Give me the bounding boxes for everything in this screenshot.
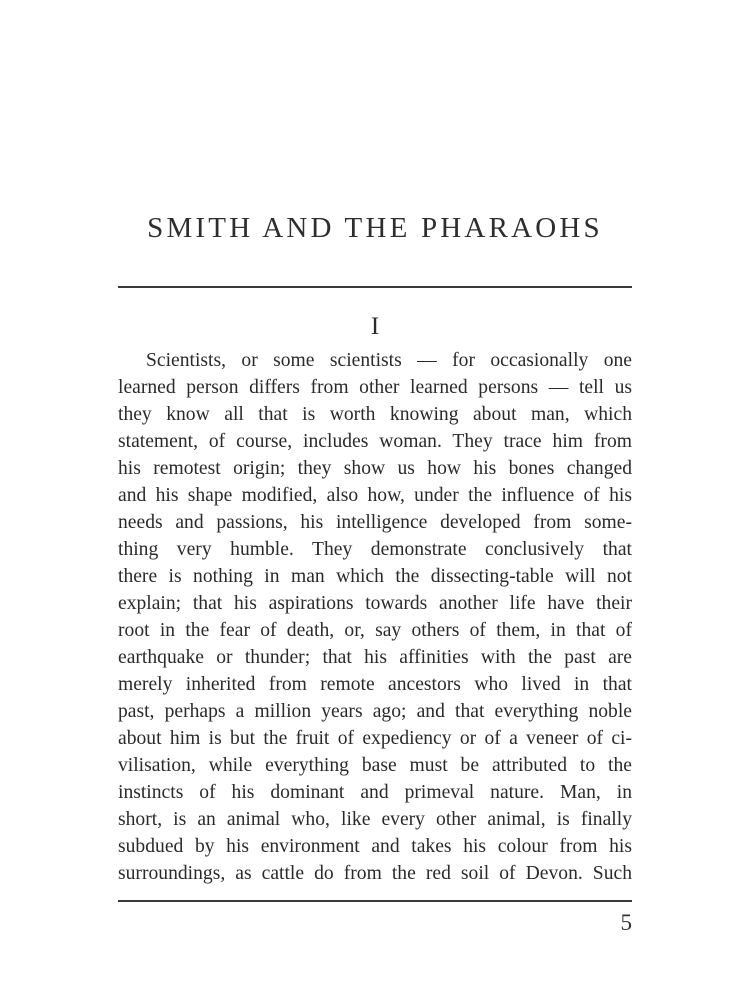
text-line: root in the fear of death, or, say others of them, in that of bbox=[118, 620, 632, 641]
body-paragraph bbox=[118, 347, 632, 887]
text-line: merely inherited from remote ancestors who lived in that bbox=[118, 674, 632, 695]
text-line: and his shape modified, also how, under the influence of his bbox=[118, 485, 632, 506]
text-line: explain; that his aspirations towards another life have their bbox=[118, 593, 632, 614]
title-divider bbox=[118, 286, 632, 288]
text-line: thing very humble. They demonstrate conclusively that bbox=[118, 539, 632, 560]
text-line: past, perhaps a million years ago; and that everything noble bbox=[118, 701, 632, 722]
text-line: vilisation, while everything base must be attributed to the bbox=[118, 755, 632, 776]
text-line: short, is an animal who, like every other animal, is finally bbox=[118, 809, 632, 830]
page-number: 5 bbox=[620, 910, 632, 935]
text-line: Scientists, or some scientists — for occasionally one bbox=[146, 350, 632, 371]
text-line: learned person differs from other learned persons — tell us bbox=[118, 377, 632, 398]
text-line: subdued by his environment and takes his colour from his bbox=[118, 836, 632, 857]
text-line: about him is but the fruit of expediency or of a veneer of ci- bbox=[118, 728, 632, 749]
text-line: they know all that is worth knowing about man, which bbox=[118, 404, 632, 425]
text-line: earthquake or thunder; that his affinities with the past are bbox=[118, 647, 632, 668]
text-line: statement, of course, includes woman. They trace him from bbox=[118, 431, 632, 452]
text-line: there is nothing in man which the dissecting-table will not bbox=[118, 566, 632, 587]
section-number: I bbox=[370, 313, 380, 340]
text-line: instincts of his dominant and primeval nature. Man, in bbox=[118, 782, 632, 803]
text-line: his remotest origin; they show us how his bones changed bbox=[118, 458, 632, 479]
chapter-title: SMITH AND THE PHARAOHS bbox=[147, 212, 603, 244]
text-line: needs and passions, his intelligence developed from some- bbox=[118, 512, 632, 533]
footer-divider bbox=[118, 900, 632, 902]
text-line: surroundings, as cattle do from the red soil of Devon. Such bbox=[118, 863, 632, 884]
